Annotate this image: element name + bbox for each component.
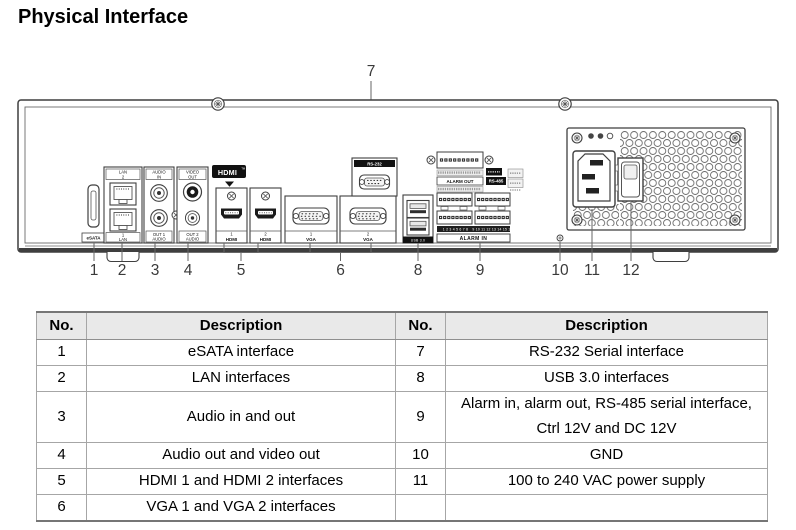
power-inlet bbox=[573, 151, 615, 207]
svg-text:ALARM IN: ALARM IN bbox=[459, 236, 488, 242]
cell-no: 2 bbox=[37, 366, 87, 392]
svg-text:6: 6 bbox=[336, 262, 345, 279]
svg-text:1: 1 bbox=[230, 231, 233, 237]
svg-text:OUT: OUT bbox=[188, 174, 197, 180]
svg-text:9 10 11 12 13 14 15 16: 9 10 11 12 13 14 15 16 bbox=[472, 227, 513, 232]
cell-no bbox=[396, 495, 446, 522]
cell-no: 10 bbox=[396, 443, 446, 469]
svg-text:1: 1 bbox=[89, 262, 99, 279]
rear-panel-diagram bbox=[0, 55, 796, 295]
cell-description: 100 to 240 VAC power supply bbox=[446, 469, 768, 495]
video-out-jack bbox=[184, 183, 202, 201]
hdmi-port-1 bbox=[216, 188, 247, 243]
svg-text:VIDEO: VIDEO bbox=[185, 169, 200, 175]
cell-no: 7 bbox=[396, 340, 446, 366]
cell-no: 5 bbox=[37, 469, 87, 495]
svg-text:3: 3 bbox=[150, 262, 160, 279]
callout-numbers bbox=[90, 262, 640, 279]
indicator-dot-1 bbox=[588, 133, 594, 139]
callout-7: 7 bbox=[366, 63, 376, 80]
gnd-screw bbox=[557, 235, 563, 241]
hdmi-port-2 bbox=[250, 188, 281, 243]
header-no-right: No. bbox=[396, 312, 446, 340]
page-title: Physical Interface bbox=[18, 6, 189, 28]
cell-description: Audio out and video out bbox=[87, 443, 396, 469]
audio-in-jack-1 bbox=[151, 185, 168, 202]
power-switch bbox=[616, 158, 644, 201]
indicator-dot-2 bbox=[598, 133, 604, 139]
cell-no: 3 bbox=[37, 392, 87, 443]
svg-text:2: 2 bbox=[121, 174, 125, 180]
svg-text:2: 2 bbox=[117, 262, 127, 279]
cell-no: 6 bbox=[37, 495, 87, 522]
cell-no: 9 bbox=[396, 392, 446, 443]
top-screw-right bbox=[559, 98, 571, 110]
cell-description: GND bbox=[446, 443, 768, 469]
cell-description: Audio in and out bbox=[87, 392, 396, 443]
svg-text:AUDIO: AUDIO bbox=[152, 169, 166, 175]
svg-text:VGA: VGA bbox=[306, 237, 316, 242]
rs232-port bbox=[352, 158, 397, 196]
foot-left bbox=[107, 252, 139, 262]
svg-text:9: 9 bbox=[475, 262, 485, 279]
cell-description: Alarm in, alarm out, RS-485 serial interface, Ctrl 12V and DC 12V bbox=[446, 392, 768, 443]
vga-port-1 bbox=[285, 196, 337, 243]
svg-text:4: 4 bbox=[183, 262, 193, 279]
vga-port-2 bbox=[340, 196, 396, 243]
table-row bbox=[37, 392, 768, 443]
svg-text:OUT 1: OUT 1 bbox=[152, 231, 166, 237]
svg-text:RS-232: RS-232 bbox=[367, 161, 382, 167]
svg-text:1: 1 bbox=[309, 231, 313, 237]
svg-text:TM: TM bbox=[241, 167, 246, 171]
header-description-left: Description bbox=[87, 312, 396, 340]
svg-text:1: 1 bbox=[121, 232, 125, 238]
svg-text:IN: IN bbox=[156, 174, 162, 180]
table-header-row bbox=[37, 312, 768, 340]
svg-text:VGA: VGA bbox=[363, 237, 373, 242]
usb-port-top bbox=[407, 201, 429, 218]
cell-description: HDMI 1 and HDMI 2 interfaces bbox=[87, 469, 396, 495]
cell-no: 11 bbox=[396, 469, 446, 495]
audio-in-ports bbox=[144, 167, 174, 243]
table-row bbox=[37, 340, 768, 366]
usb-port-bottom bbox=[407, 218, 429, 235]
audio-out-jack bbox=[185, 211, 199, 225]
svg-text:eSATA: eSATA bbox=[86, 235, 101, 241]
svg-text:AUDIO: AUDIO bbox=[185, 236, 200, 242]
svg-text:2: 2 bbox=[264, 231, 267, 237]
cell-description: LAN interfaces bbox=[87, 366, 396, 392]
audio-in-jack-2 bbox=[151, 210, 168, 227]
alarm-in-blocks bbox=[437, 193, 513, 242]
table-row bbox=[37, 366, 768, 392]
power-supply-plate bbox=[567, 128, 745, 230]
svg-text:8: 8 bbox=[413, 262, 423, 279]
svg-text:5: 5 bbox=[236, 262, 246, 279]
svg-text:12: 12 bbox=[622, 262, 640, 279]
lan-port-2 bbox=[110, 183, 136, 205]
usb-ports bbox=[403, 195, 433, 243]
foot-right bbox=[653, 252, 689, 262]
header-description-right: Description bbox=[446, 312, 768, 340]
svg-text:AUDIO: AUDIO bbox=[152, 236, 166, 242]
lan-ports bbox=[104, 167, 142, 243]
svg-text:HDMI: HDMI bbox=[217, 167, 238, 177]
cell-no: 4 bbox=[37, 443, 87, 469]
table-row bbox=[37, 443, 768, 469]
lan-port-1 bbox=[110, 209, 136, 231]
svg-text:LAN: LAN bbox=[118, 169, 128, 175]
cell-description: VGA 1 and VGA 2 interfaces bbox=[87, 495, 396, 522]
svg-text:11: 11 bbox=[583, 262, 601, 279]
svg-text:2: 2 bbox=[366, 231, 370, 237]
svg-text:HDMI: HDMI bbox=[259, 237, 272, 242]
svg-text:ALARM OUT: ALARM OUT bbox=[446, 178, 474, 184]
svg-text:OUT 2: OUT 2 bbox=[186, 231, 199, 237]
top-screw-left bbox=[212, 98, 224, 110]
svg-text:10: 10 bbox=[551, 262, 569, 279]
svg-text:RS-485: RS-485 bbox=[488, 178, 504, 184]
svg-text:1 2 3 4 5 6 7 8: 1 2 3 4 5 6 7 8 bbox=[442, 227, 469, 232]
cell-description: eSATA interface bbox=[87, 340, 396, 366]
header-no-left: No. bbox=[37, 312, 87, 340]
svg-text:USB 3.0: USB 3.0 bbox=[410, 238, 426, 243]
cell-description: USB 3.0 interfaces bbox=[446, 366, 768, 392]
cell-description bbox=[446, 495, 768, 522]
cell-no: 8 bbox=[396, 366, 446, 392]
table-row bbox=[37, 495, 768, 522]
svg-text:HDMI: HDMI bbox=[225, 237, 238, 242]
table-row bbox=[37, 469, 768, 495]
cell-no: 1 bbox=[37, 340, 87, 366]
svg-text:LAN: LAN bbox=[118, 237, 128, 243]
video-out-ports bbox=[177, 167, 208, 243]
cell-description: RS-232 Serial interface bbox=[446, 340, 768, 366]
description-table bbox=[36, 311, 768, 522]
